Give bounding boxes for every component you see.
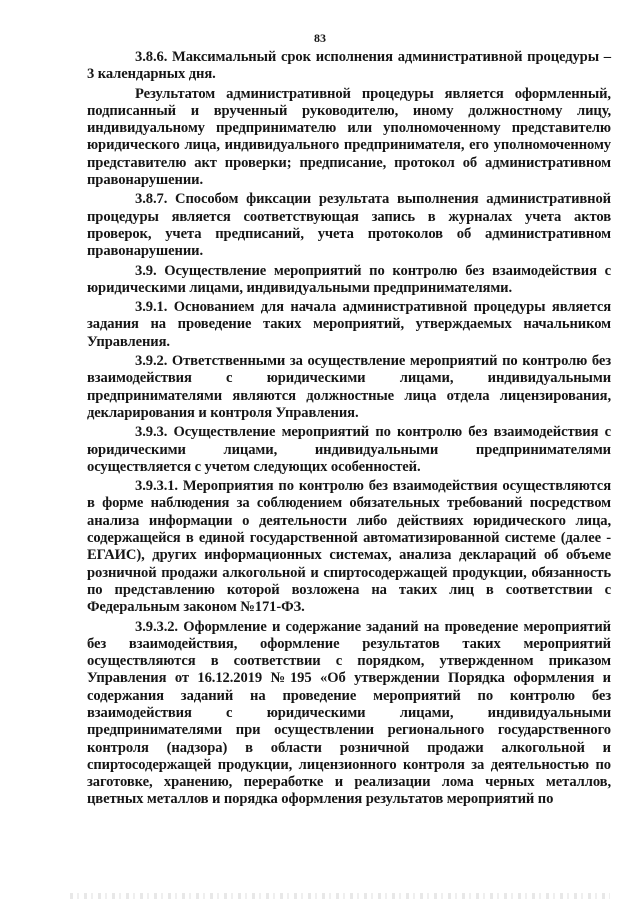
paragraph-3-9-3: 3.9.3. Осуществление мероприятий по контролю без взаимодействия с юридическими лицами, индивидуальными предпринимателями осуществляется с учетом следующих особенностей. [87, 424, 611, 475]
paragraph-3-9-3-2: 3.9.3.2. Оформление и содержание заданий на проведение мероприятий без взаимодействия, оформление результатов таких мероприятий осуществляются в соответствии с порядком, утвержденном приказом Управления от 16.12.2019 №195 «Об утверждении Порядка оформления и содержания заданий на проведение мероприятий по контролю без взаимодействия с юридическими лицами, индивидуальными предпринимателями при осуществлении регионального государственного контроля (надзора) в области розничной продажи алкогольной и спиртосодержащей продукции, лицензионного контроля за деятельностью по заготовке, хранению, переработке и реализации лома черных металлов, цветных металлов и порядка оформления результатов мероприятий по [87, 618, 611, 808]
paragraph-3-9: 3.9. Осуществление мероприятий по контролю без взаимодействия с юридическими лицами, индивидуальными предпринимателями. [87, 262, 611, 296]
paragraph-3-8-7: 3.8.7. Способом фиксации результата выполнения административной процедуры является соответствующая запись в журналах учета актов проверок, учета предписаний, учета протоколов об административном правонарушении. [87, 191, 611, 260]
paragraph-result: Результатом административной процедуры является оформленный, подписанный и врученный руководителю, иному должностному лицу, индивидуальному предпринимателю или уполномоченному представителю юридического лица, индивидуального предпринимателя, его уполномоченному представителю акт проверки; предписание, протокол об административном правонарушении. [87, 85, 611, 189]
paragraph-3-9-3-1: 3.9.3.1. Мероприятия по контролю без взаимодействия осуществляются в форме наблюдения за соблюдением обязательных требований посредством анализа информации о деятельности либо действиях юридического лица, содержащейся в единой государственной автоматизированной системе (далее - ЕГАИС), других информационных системах, анализа деклараций об объеме розничной продажи алкогольной и спиртосодержащей продукции, обязанность по представлению которой возложена на таких лиц в соответствии с Федеральным законом №171-ФЗ. [87, 478, 611, 616]
document-body [87, 49, 611, 809]
paragraph-3-8-6: 3.8.6. Максимальный срок исполнения административной процедуры – 3 календарных дня. [87, 49, 611, 83]
page-number: 83 [314, 31, 326, 45]
scan-edge-artifact [70, 893, 610, 899]
paragraph-3-9-1: 3.9.1. Основанием для начала административной процедуры является задания на проведение таких мероприятий, утверждаемых начальником Управления. [87, 299, 611, 350]
paragraph-3-9-2: 3.9.2. Ответственными за осуществление мероприятий по контролю без взаимодействия с юридическими лицами, индивидуальными предпринимателями являются должностные лица отдела лицензирования, декларирования и контроля Управления. [87, 353, 611, 421]
